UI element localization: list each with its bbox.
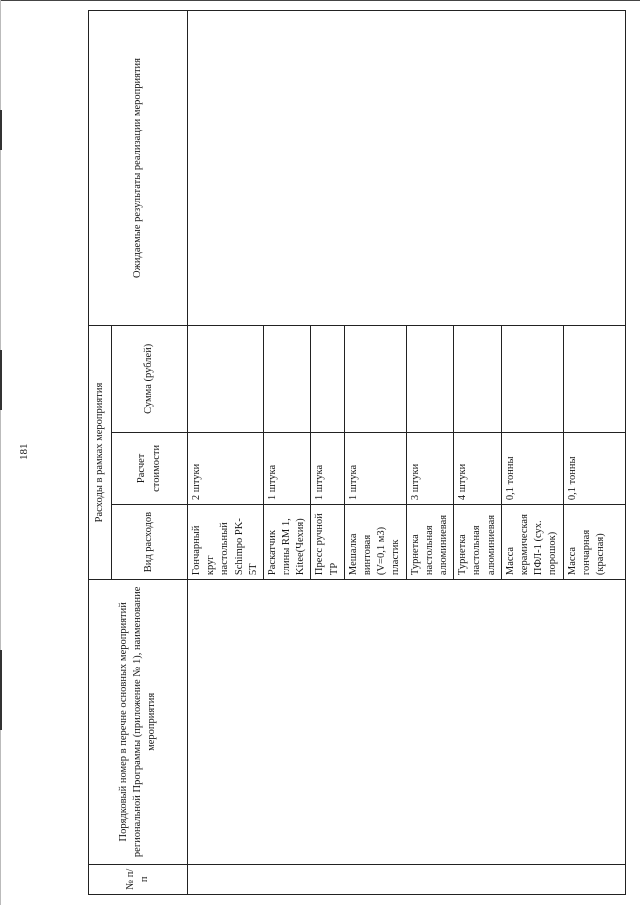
header-num: № п/п (89, 864, 188, 894)
sum-cell (454, 325, 502, 432)
cost-calc-cell: 1 штука (263, 432, 311, 505)
expenses-table (88, 10, 626, 895)
table-row (188, 11, 264, 895)
cost-calc-cell: 0,1 тонны (501, 432, 563, 505)
cost-calc-cell: 4 штуки (454, 432, 502, 505)
sum-cell (563, 325, 625, 432)
sum-cell (501, 325, 563, 432)
sum-cell (344, 325, 406, 432)
header-measure: Порядковый номер в перечне основных мероприятий региональной Программы (приложение № 1), наименование мероприятия (89, 580, 188, 865)
expense-type-cell: Масса керамическая ПФЛ-1 (сух. порошок) (501, 505, 563, 580)
cost-calc-cell: 2 штуки (188, 432, 264, 505)
num-cell (188, 864, 626, 894)
expense-type-cell: Масса гончарная (красная) (563, 505, 625, 580)
sum-cell (311, 325, 344, 432)
expense-type-cell: Раскатчик глины RM 1, Kitee(Чехия) (263, 505, 311, 580)
header-sum: Сумма (рублей) (112, 325, 188, 432)
cost-calc-cell: 3 штуки (406, 432, 454, 505)
header-cost-calc: Расчет стоимости (112, 432, 188, 505)
expense-type-cell: Гончарный круг настольный Schimpo PK-5T (188, 505, 264, 580)
expense-type-cell: Мешалка винтовая (V=0,1 м3) пластик (344, 505, 406, 580)
results-cell (188, 11, 626, 326)
sum-cell (406, 325, 454, 432)
header-expense-type: Вид расходов (112, 505, 188, 580)
expense-type-cell: Турнетка настольная алюминиевая (406, 505, 454, 580)
header-results: Ожидаемые результаты реализации мероприятия (89, 11, 188, 326)
cost-calc-cell: 0,1 тонны (563, 432, 625, 505)
cost-calc-cell: 1 штука (344, 432, 406, 505)
expense-type-cell: Пресс ручной ТР (311, 505, 344, 580)
sum-cell (263, 325, 311, 432)
expense-type-cell: Турнетка настольная алюминиевая (454, 505, 502, 580)
page-number: 181 (18, 443, 30, 460)
header-expenses-group: Расходы в рамках мероприятия (89, 325, 112, 579)
measure-cell (188, 580, 626, 865)
cost-calc-cell: 1 штука (311, 432, 344, 505)
sum-cell (188, 325, 264, 432)
